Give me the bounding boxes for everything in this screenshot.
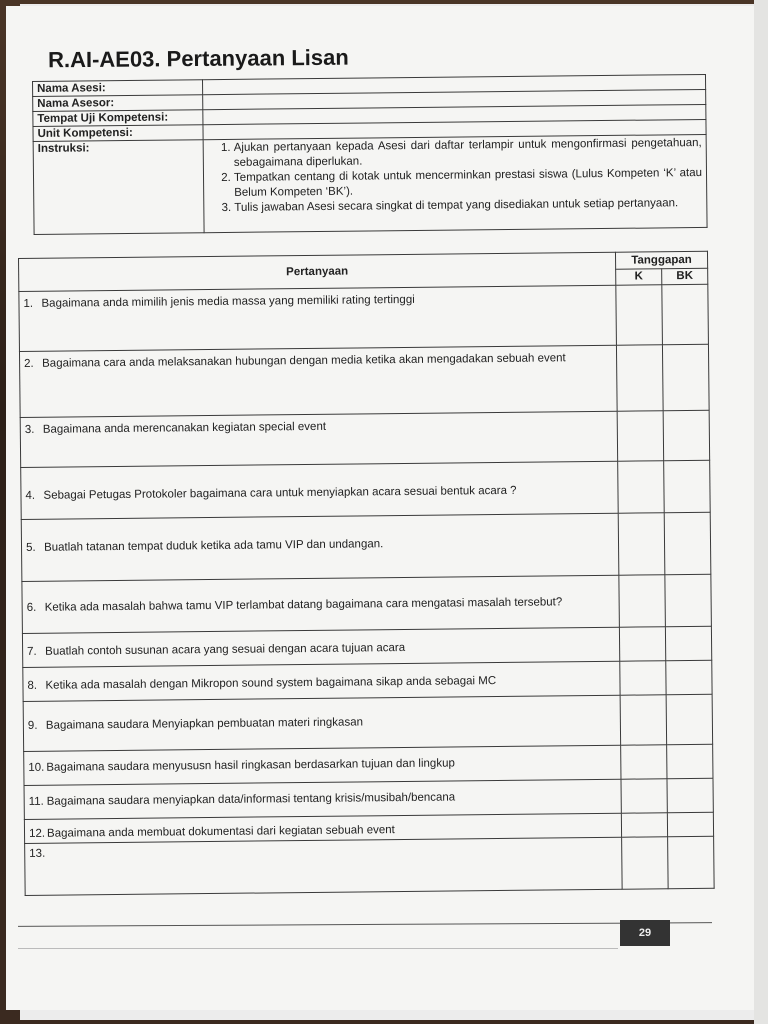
instruksi-list <box>208 136 703 216</box>
question-number: 3. <box>24 423 35 436</box>
question-text: Bagaimana anda merencanakan kegiatan special event <box>42 420 327 436</box>
bk-checkbox-cell[interactable] <box>667 744 713 778</box>
bk-checkbox-cell[interactable] <box>663 410 710 460</box>
question-number: 12. <box>28 827 46 840</box>
question-row <box>25 836 715 895</box>
k-checkbox-cell[interactable] <box>616 345 663 411</box>
bk-checkbox-cell[interactable] <box>667 812 713 836</box>
instruksi-item-3: 3. Tulis jawaban Asesi secara singkat di tempat yang disediakan untuk setiap pertanyaan. <box>234 196 702 216</box>
question-text: Bagaimana anda membuat dokumentasi dari kegiatan sebuah event <box>46 824 395 840</box>
question-text: Sebagai Petugas Protokoler bagaimana cara untuk menyiapkan acara sesuai bentuk acara ? <box>43 484 517 502</box>
question-row <box>20 410 709 467</box>
k-checkbox-cell[interactable] <box>620 695 667 745</box>
header-pertanyaan: Pertanyaan <box>19 252 616 291</box>
question-cell <box>21 513 619 581</box>
question-number: 9. <box>27 719 38 732</box>
instruksi-item-2: 2. Tempatkan centang di kotak untuk mencerminkan prestasi siswa (Lulus Kompeten ‘K’ atau Belum Kompeten ‘BK’). <box>234 166 702 201</box>
k-checkbox-cell[interactable] <box>621 779 667 813</box>
label-instruksi: Instruksi: <box>33 140 204 235</box>
question-number: 1. <box>23 297 34 310</box>
k-checkbox-cell[interactable] <box>619 627 665 661</box>
question-text: Buatlah contoh susunan acara yang sesuai dengan acara tujuan acara <box>45 641 406 658</box>
bk-checkbox-cell[interactable] <box>662 344 709 410</box>
question-row <box>21 460 711 519</box>
label-nama-asesi: Nama Asesi: <box>33 80 203 97</box>
question-text: Bagaimana anda mimilih jenis media massa yang memiliki rating tertinggi <box>41 293 415 310</box>
bk-checkbox-cell[interactable] <box>665 626 711 660</box>
bk-checkbox-cell[interactable] <box>668 836 715 888</box>
question-number: 8. <box>27 679 38 692</box>
assessment-info-table <box>32 74 708 235</box>
header-tanggapan: Tanggapan <box>615 251 707 268</box>
question-cell <box>25 837 622 895</box>
question-number: 11. <box>28 795 44 808</box>
page-edge <box>754 0 768 1024</box>
question-row <box>23 694 712 751</box>
question-cell <box>19 345 617 417</box>
k-checkbox-cell[interactable] <box>621 745 667 779</box>
questions-table <box>18 251 715 896</box>
question-number: 2. <box>24 357 34 370</box>
question-cell <box>22 575 619 633</box>
k-checkbox-cell[interactable] <box>618 461 665 513</box>
k-checkbox-cell[interactable] <box>616 285 663 345</box>
k-checkbox-cell[interactable] <box>622 837 669 889</box>
label-nama-asesor: Nama Asesor: <box>33 95 203 112</box>
question-text: Ketika ada masalah dengan Mikropon sound system bagaimana sikap anda sebagai MC <box>45 675 497 692</box>
question-row <box>22 574 712 633</box>
info-row-instruksi <box>33 134 707 234</box>
label-unit-kompetensi: Unit Kompetensi: <box>33 125 203 142</box>
question-row <box>21 512 711 581</box>
instruksi-list-cell <box>203 134 707 232</box>
bk-checkbox-cell[interactable] <box>667 778 713 812</box>
k-checkbox-cell[interactable] <box>619 575 666 627</box>
bk-checkbox-cell[interactable] <box>664 460 711 512</box>
k-checkbox-cell[interactable] <box>617 411 664 461</box>
question-text: Buatlah tatanan tempat duduk ketika ada tamu VIP dan undangan. <box>43 538 384 554</box>
header-k: K <box>616 268 662 285</box>
k-checkbox-cell[interactable] <box>621 813 667 837</box>
question-cell <box>19 285 617 351</box>
question-cell <box>23 695 620 751</box>
k-checkbox-cell[interactable] <box>618 513 665 575</box>
bk-checkbox-cell[interactable] <box>666 694 713 744</box>
question-text: Bagaimana saudara Menyiapkan pembuatan materi ringkasan <box>45 716 364 732</box>
question-number: 7. <box>27 645 37 658</box>
instruksi-item-1: 1. Ajukan pertanyaan kepada Asesi dari daftar terlampir untuk mengonfirmasi pengetahuan, sebagaimana diperlukan. <box>234 136 702 171</box>
question-number: 4. <box>25 489 36 502</box>
question-text: Bagaimana saudara menyususn hasil ringkasan berdasarkan tujuan dan lingkup <box>46 757 455 774</box>
bk-checkbox-cell[interactable] <box>662 284 709 344</box>
question-cell <box>21 461 618 519</box>
question-row <box>19 284 709 351</box>
question-row <box>19 344 709 417</box>
question-text: Bagaimana cara anda melaksanakan hubungan dengan media ketika akan mengadakan sebuah event <box>42 352 566 370</box>
bk-checkbox-cell[interactable] <box>664 512 711 574</box>
question-number: 5. <box>25 541 36 554</box>
footer-divider-light <box>18 948 618 949</box>
question-text: Ketika ada masalah bahwa tamu VIP terlambat datang bagaimana cara mengatasi masalah tersebut? <box>44 596 563 614</box>
document-title: R.AI-AE03. Pertanyaan Lisan <box>47 44 349 73</box>
k-checkbox-cell[interactable] <box>620 661 666 695</box>
bk-checkbox-cell[interactable] <box>665 574 712 626</box>
question-cell <box>20 411 617 467</box>
page-number: 29 <box>620 920 670 946</box>
question-number: 10. <box>28 761 45 774</box>
question-number: 13. <box>29 847 46 860</box>
question-number: 6. <box>26 601 37 614</box>
header-bk: BK <box>662 268 708 285</box>
bk-checkbox-cell[interactable] <box>666 660 712 694</box>
question-text: Bagaimana saudara menyiapkan data/informasi tentang krisis/musibah/bencana <box>46 791 456 808</box>
label-tempat-uji: Tempat Uji Kompetensi: <box>33 110 203 127</box>
